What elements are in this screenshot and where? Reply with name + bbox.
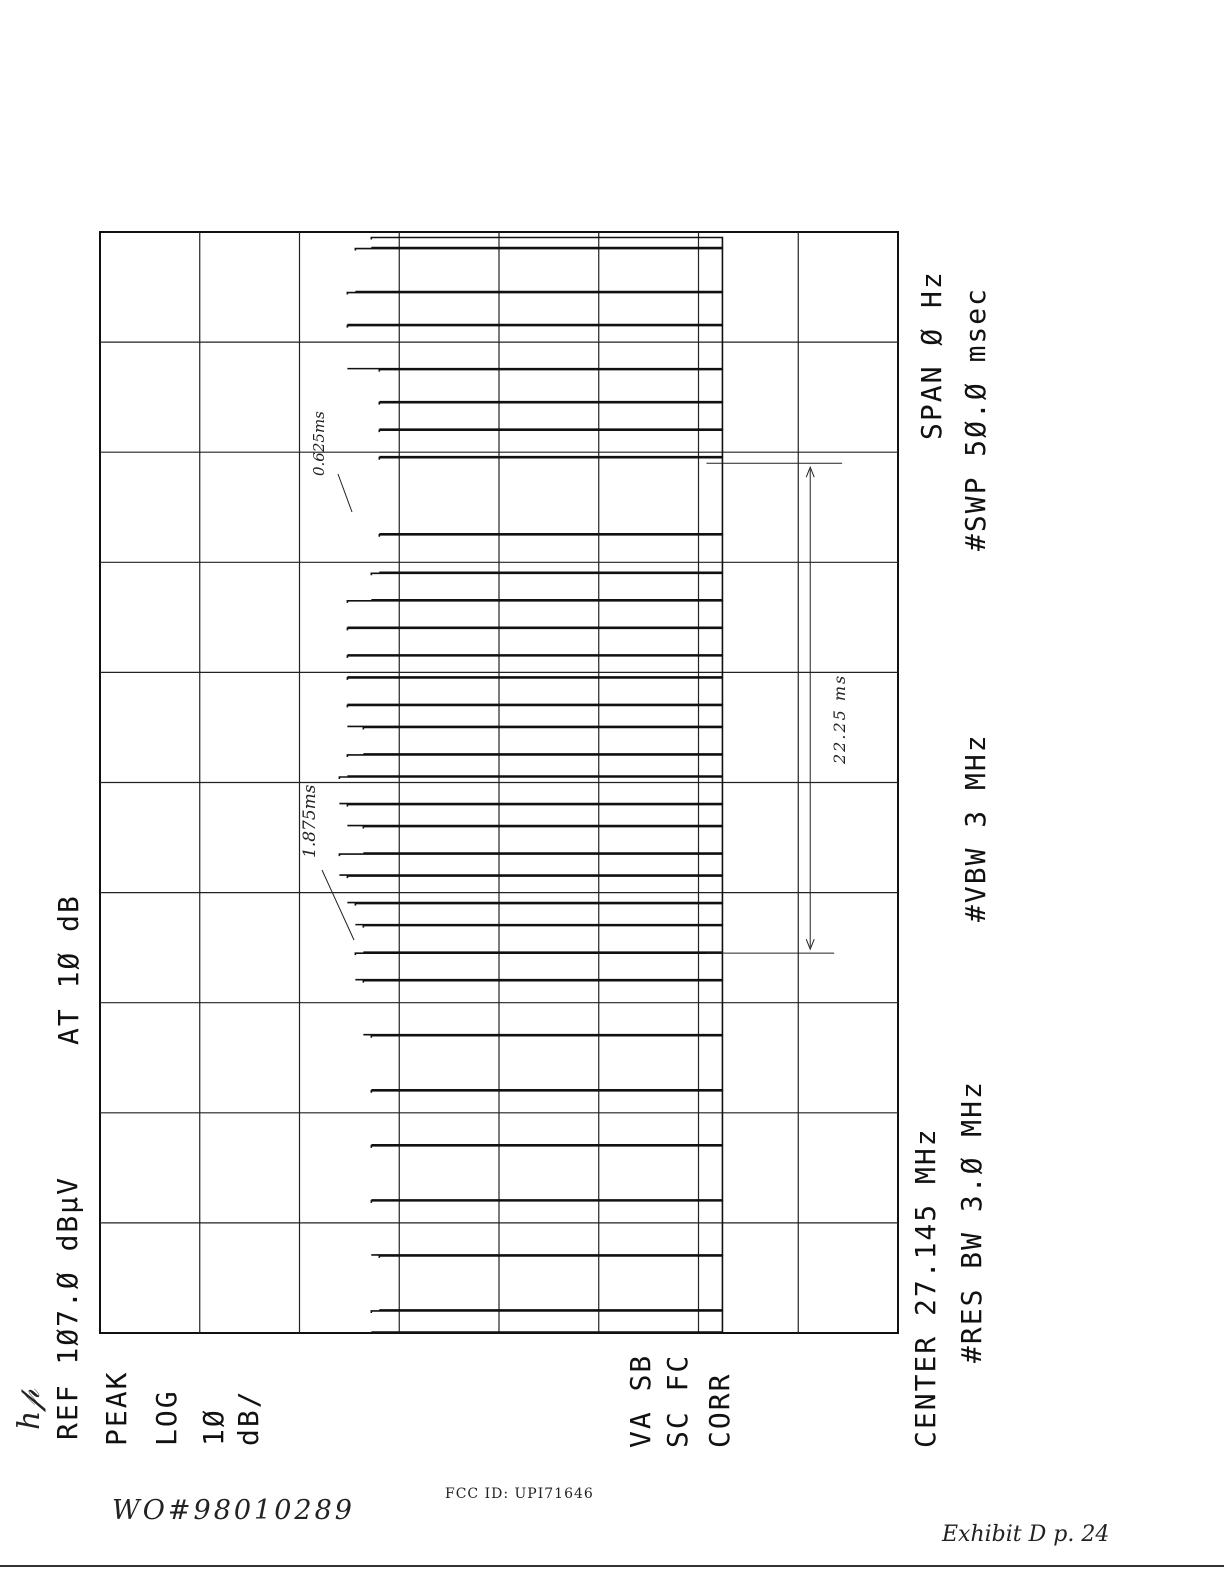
pulse xyxy=(379,403,722,430)
short-pulse-note: 0.625ms xyxy=(310,411,328,476)
pulse xyxy=(355,249,722,292)
pulse xyxy=(379,370,722,402)
pulse xyxy=(347,656,722,677)
pulse xyxy=(379,458,722,534)
ref-level-label: REF 1Ø7.Ø dBµV xyxy=(51,1175,84,1440)
pulse xyxy=(347,601,722,628)
fcc-id: FCC ID: UPI71646 xyxy=(445,1486,594,1502)
pulse xyxy=(347,293,722,325)
pulse xyxy=(371,1036,722,1090)
pulse xyxy=(363,926,722,953)
pulse xyxy=(355,953,722,980)
graticule xyxy=(100,232,898,1333)
video-bandwidth: #VBW 3 MHz xyxy=(959,733,992,922)
pulse xyxy=(347,805,722,826)
annotation-marks xyxy=(322,463,842,953)
pulse xyxy=(379,535,722,573)
pulse xyxy=(347,755,722,776)
status-sc-fc: SC FC xyxy=(661,1353,694,1448)
pulse xyxy=(371,573,722,600)
long-pulse-note: 1.875ms xyxy=(300,784,320,858)
resolution-bandwidth: #RES BW 3.Ø MHz xyxy=(955,1080,988,1363)
work-order-number: WO#98010289 xyxy=(112,1495,355,1526)
long-pulse-leader xyxy=(322,870,354,940)
pulse xyxy=(371,1201,722,1255)
pulse xyxy=(347,628,722,655)
short-pulse-leader xyxy=(338,474,352,512)
pulse xyxy=(371,1091,722,1145)
span: SPAN Ø Hz xyxy=(915,270,948,440)
pulse xyxy=(363,827,722,854)
trace xyxy=(339,238,722,1332)
hp-logo-icon: ℎ𝓅 xyxy=(12,1389,47,1430)
pulse xyxy=(347,876,722,903)
pulse xyxy=(379,1256,722,1310)
pulse xyxy=(363,727,722,754)
pulse xyxy=(371,1311,722,1332)
pulse xyxy=(347,326,722,369)
status-va-sb: VA SB xyxy=(624,1353,657,1448)
page-bottom-rule xyxy=(0,1565,1224,1567)
scale-value: 1Ø xyxy=(197,1408,230,1446)
sweep-time: #SWP 5Ø.Ø msec xyxy=(959,286,992,551)
pulse xyxy=(371,1146,722,1200)
pulse xyxy=(347,705,722,726)
exhibit-page: Exhibit D p. 24 xyxy=(942,1522,1110,1547)
interval-note: 22.25 ms xyxy=(830,673,849,764)
pulse xyxy=(339,854,722,875)
scale-unit: dB/ xyxy=(232,1389,265,1446)
pulse xyxy=(371,238,722,248)
status-corr: CORR xyxy=(703,1372,736,1448)
pulse xyxy=(347,678,722,705)
pulse xyxy=(339,777,722,804)
pulse xyxy=(355,904,722,925)
attenuation-label: AT 1Ø dB xyxy=(52,894,85,1045)
scale-label: LOG xyxy=(150,1389,183,1446)
center-frequency: CENTER 27.145 MHz xyxy=(909,1127,942,1448)
pulse xyxy=(363,981,722,1035)
detector-label: PEAK xyxy=(100,1370,133,1446)
